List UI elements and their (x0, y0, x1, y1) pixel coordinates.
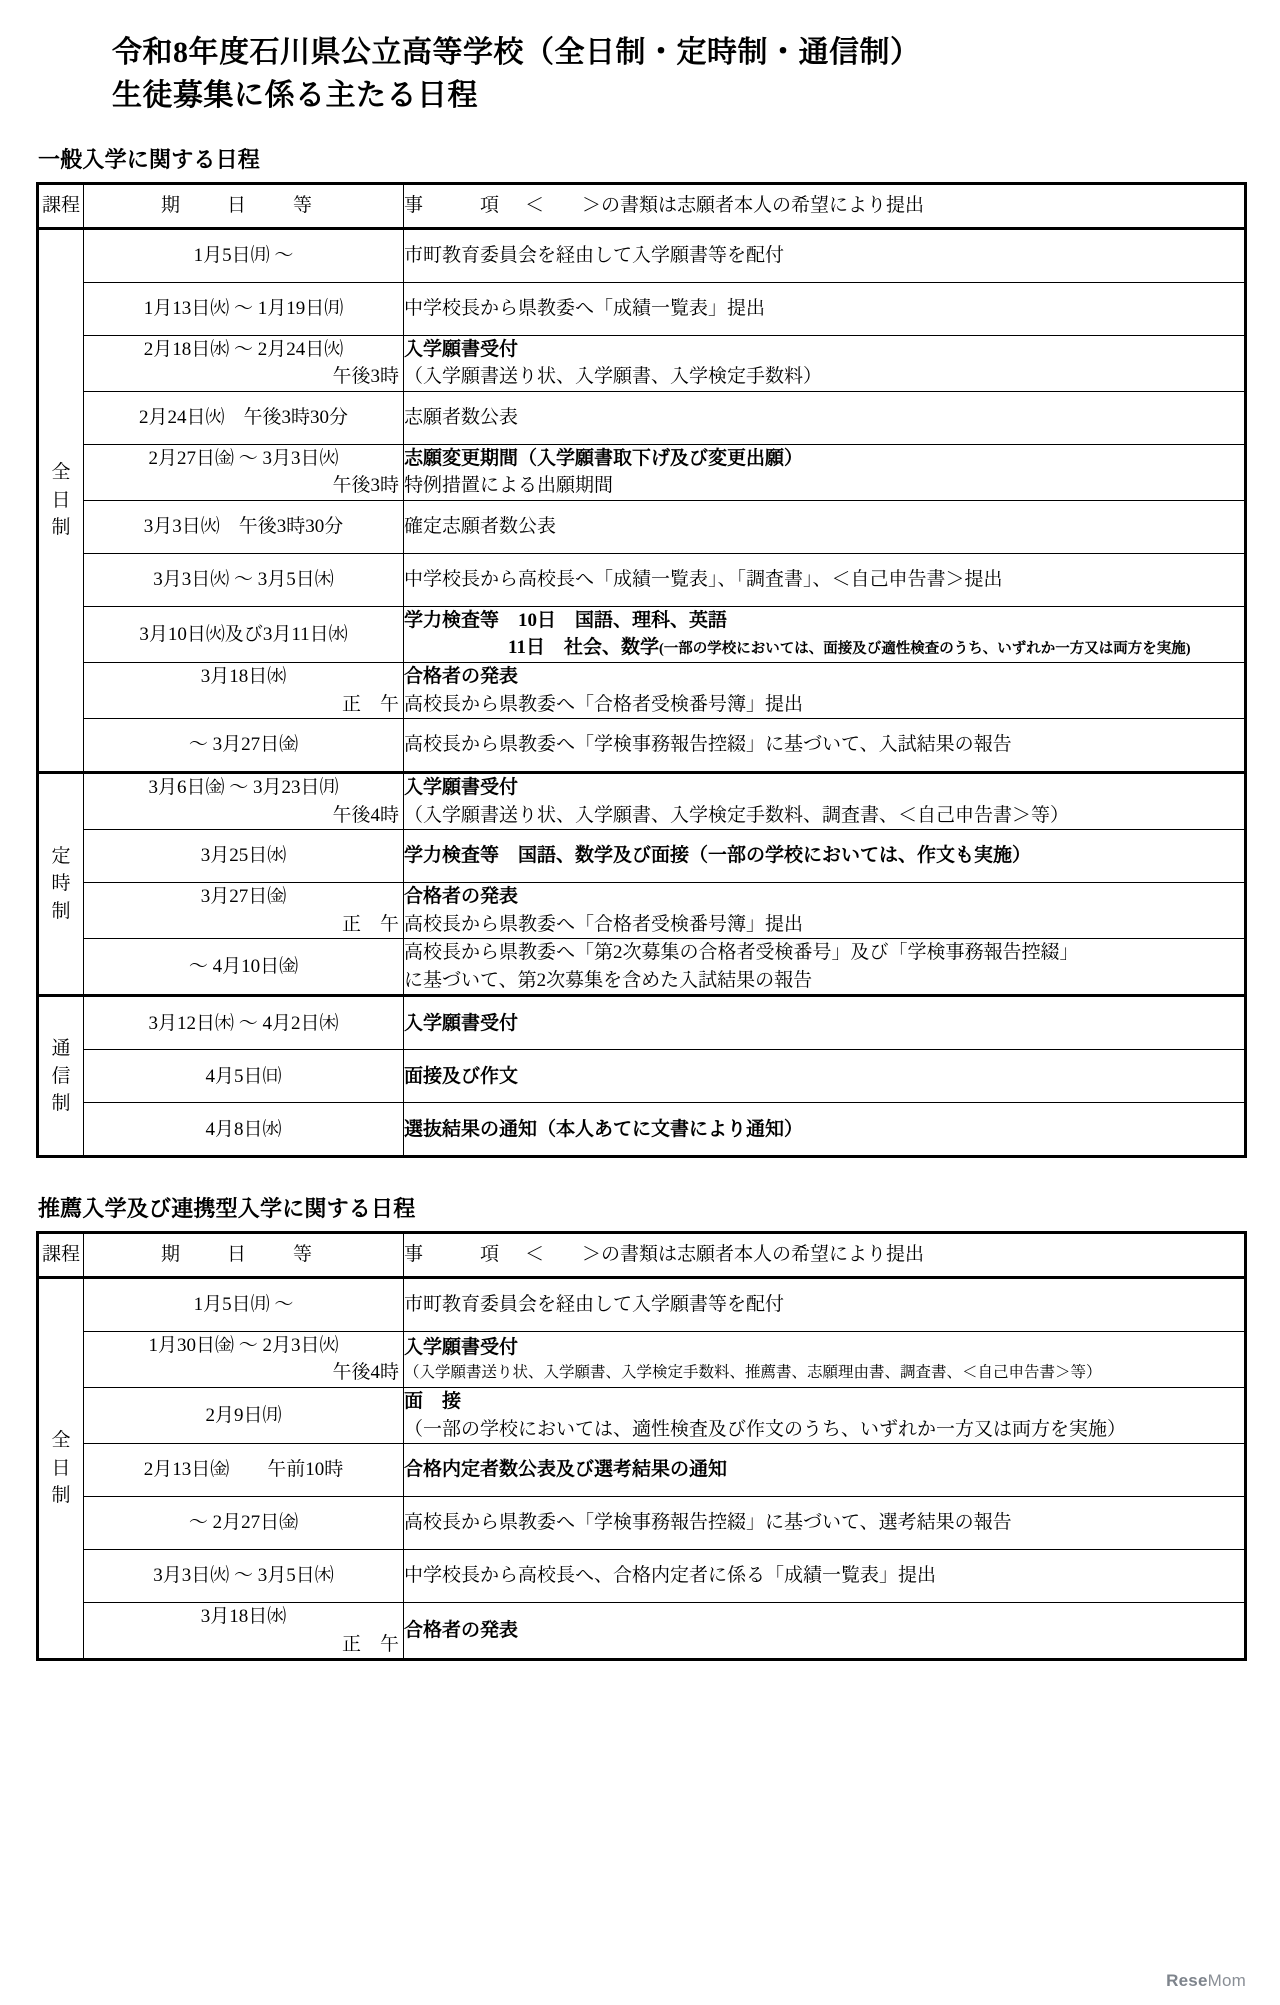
section-heading: 一般入学に関する日程 (38, 147, 261, 173)
date-line: 3月18日㈬ (200, 666, 287, 688)
item-cell (404, 1277, 1246, 1331)
item-cell (404, 606, 1246, 662)
date-cell (84, 282, 404, 335)
watermark (1166, 1971, 1246, 1991)
column-header-item-main: 事 項 (404, 195, 500, 217)
column-header-item-note: ＜ ＞の書類は志願者本人の希望により提出 (525, 195, 925, 217)
date-cell (84, 1444, 404, 1497)
table-row (38, 391, 1246, 444)
column-header-course: 課程 (38, 1233, 84, 1278)
date-line: 3月3日㈫ ～ 3月5日㈭ (153, 569, 334, 591)
item-line: に基づいて、第2次募集を含めた入試結果の報告 (404, 969, 813, 991)
item-line: 確定志願者数公表 (404, 516, 557, 538)
date-cell (84, 228, 404, 282)
watermark-prefix: Rese (1166, 1971, 1208, 1990)
item-line: （入学願書送り状、入学願書、入学検定手数料、推薦書、志願理由書、調査書、＜自己申告書＞等） (404, 1364, 1102, 1382)
item-line: 高校長から県教委へ「学検事務報告控綴」に基づいて、入試結果の報告 (404, 734, 1012, 756)
course-type-char: 信 (51, 1065, 71, 1087)
date-line: ～ 3月27日㈮ (188, 734, 299, 756)
item-cell (404, 830, 1246, 883)
item-line: 高校長から県教委へ「第2次募集の合格者受検番号」及び「学検事務報告控綴」 (404, 942, 1079, 964)
table-row (38, 773, 1246, 830)
date-cell (84, 500, 404, 553)
page-title (36, 32, 1244, 117)
item-line: 中学校長から県教委へ「成績一覧表」提出 (404, 297, 766, 319)
item-line: 高校長から県教委へ「合格者受検番号簿」提出 (404, 693, 804, 715)
date-line: 2月13日㈮ 午前10時 (143, 1459, 344, 1481)
watermark-suffix: Mom (1207, 1971, 1246, 1990)
table-row (38, 939, 1246, 996)
schedule-section (36, 143, 1244, 1158)
table-row (38, 1388, 1246, 1444)
date-cell (84, 1277, 404, 1331)
item-cell (404, 1050, 1246, 1103)
item-cell (404, 1497, 1246, 1550)
course-type-char: 時 (51, 873, 71, 895)
date-cell (84, 773, 404, 830)
column-header-date: 期 日 等 (84, 1233, 404, 1278)
item-line: 合格者の発表 (404, 1619, 519, 1641)
date-cell (84, 830, 404, 883)
item-cell (404, 1550, 1246, 1603)
item-cell (404, 282, 1246, 335)
date-cell (84, 883, 404, 939)
date-cell (84, 719, 404, 773)
date-line: 3月3日㈫ ～ 3月5日㈭ (153, 1565, 334, 1587)
course-type-char: 制 (51, 1485, 71, 1507)
item-cell (404, 553, 1246, 606)
table-header-row (38, 184, 1246, 229)
course-type-char: 全 (51, 1430, 71, 1452)
date-line: 正 午 (341, 1633, 399, 1655)
date-cell (84, 335, 404, 391)
table-row (38, 883, 1246, 939)
date-line: 2月24日㈫ 午後3時30分 (138, 407, 348, 429)
date-line: 2月9日㈪ (205, 1404, 282, 1426)
table-row (38, 444, 1246, 500)
table-row (38, 1603, 1246, 1660)
section-heading: 推薦入学及び連携型入学に関する日程 (38, 1196, 416, 1222)
item-cell (404, 883, 1246, 939)
table-row (38, 663, 1246, 719)
date-cell (84, 1050, 404, 1103)
item-cell (404, 228, 1246, 282)
item-line: 志願変更期間（入学願書取下げ及び変更出願） (404, 447, 804, 469)
date-cell (84, 606, 404, 662)
table-row (38, 553, 1246, 606)
item-cell (404, 773, 1246, 830)
table-row (38, 830, 1246, 883)
item-line: 高校長から県教委へ「合格者受検番号簿」提出 (404, 913, 804, 935)
page-title-line-1: 令和8年度石川県公立高等学校（全日制・定時制・通信制） (112, 36, 921, 69)
item-cell (404, 1444, 1246, 1497)
date-line: ～ 2月27日㈮ (188, 1512, 299, 1534)
date-cell (84, 1550, 404, 1603)
item-line: 高校長から県教委へ「学検事務報告控綴」に基づいて、選考結果の報告 (404, 1512, 1012, 1534)
item-line: 入学願書受付 (404, 777, 519, 799)
item-cell (404, 335, 1246, 391)
table-row (38, 719, 1246, 773)
table-header-row (38, 1233, 1246, 1278)
table-row (38, 1103, 1246, 1157)
item-line: 面 接 (404, 1391, 462, 1413)
item-line: 入学願書受付 (404, 1012, 519, 1034)
item-line (404, 634, 1244, 662)
item-line: （入学願書送り状、入学願書、入学検定手数料、調査書、＜自己申告書＞等） (404, 804, 1070, 826)
date-line: 3月12日㈭ ～ 4月2日㈭ (148, 1012, 339, 1034)
date-line: 3月25日㈬ (200, 845, 287, 867)
date-cell (84, 553, 404, 606)
date-line: 3月18日㈬ (200, 1606, 287, 1628)
course-type-char: 日 (51, 1457, 71, 1479)
column-header-item-note: ＜ ＞の書類は志願者本人の希望により提出 (525, 1244, 925, 1266)
date-cell (84, 1331, 404, 1387)
course-type-char: 通 (51, 1038, 71, 1060)
item-cell (404, 391, 1246, 444)
table-row (38, 228, 1246, 282)
table-row (38, 500, 1246, 553)
course-type-char: 日 (51, 489, 71, 511)
date-line: 3月6日㈮ ～ 3月23日㈪ (148, 777, 339, 799)
course-type-cell (38, 996, 84, 1157)
date-cell (84, 1388, 404, 1444)
date-cell (84, 444, 404, 500)
item-line: 市町教育委員会を経由して入学願書等を配付 (404, 244, 785, 266)
item-line: 志願者数公表 (404, 407, 519, 429)
course-type-cell (38, 228, 84, 772)
schedule-table (36, 182, 1247, 1158)
item-cell (404, 939, 1246, 996)
sections-container (36, 143, 1244, 1661)
table-row (38, 606, 1246, 662)
date-line: 3月3日㈫ 午後3時30分 (143, 516, 344, 538)
course-type-char: 制 (51, 1093, 71, 1115)
item-line: （一部の学校においては、適性検査及び作文のうち、いずれか一方又は両方を実施） (404, 1418, 1127, 1440)
item-line: 合格者の発表 (404, 666, 519, 688)
item-cell (404, 500, 1246, 553)
item-cell (404, 1331, 1246, 1387)
column-header-item (404, 184, 1246, 229)
table-row (38, 1331, 1246, 1387)
item-cell (404, 1388, 1246, 1444)
date-line: 1月5日㈪ ～ (193, 244, 294, 266)
item-cell (404, 996, 1246, 1050)
item-cell (404, 719, 1246, 773)
item-line: 合格内定者数公表及び選考結果の通知 (404, 1459, 728, 1481)
date-cell (84, 996, 404, 1050)
item-line: 入学願書受付 (404, 1337, 519, 1359)
item-cell (404, 663, 1246, 719)
date-line: 2月27日㈮ ～ 3月3日㈫ (148, 447, 339, 469)
column-header-date: 期 日 等 (84, 184, 404, 229)
table-row (38, 1050, 1246, 1103)
table-row (38, 1550, 1246, 1603)
item-line: 市町教育委員会を経由して入学願書等を配付 (404, 1294, 785, 1316)
item-cell (404, 1103, 1246, 1157)
date-line: 正 午 (341, 693, 399, 715)
course-type-cell (38, 773, 84, 996)
column-header-course: 課程 (38, 184, 84, 229)
item-line: （入学願書送り状、入学願書、入学検定手数料） (404, 366, 823, 388)
date-line: 2月18日㈬ ～ 2月24日㈫ (143, 338, 344, 360)
course-type-char: 定 (51, 845, 71, 867)
item-line: 中学校長から高校長へ「成績一覧表」、「調査書」、＜自己申告書＞提出 (404, 569, 1003, 591)
item-line: 学力検査等 10日 国語、理科、英語 (404, 609, 728, 631)
table-row (38, 1497, 1246, 1550)
date-line: 午後3時 (332, 366, 399, 388)
page-title-line-2: 生徒募集に係る主たる日程 (112, 78, 478, 112)
date-line: 4月5日㈰ (205, 1065, 282, 1087)
course-type-char: 制 (51, 517, 71, 539)
column-header-item-main: 事 項 (404, 1244, 500, 1266)
item-line: 合格者の発表 (404, 886, 519, 908)
course-type-char: 全 (51, 462, 71, 484)
date-line: 午後4時 (332, 1362, 399, 1384)
item-line: 面接及び作文 (404, 1065, 519, 1087)
item-cell (404, 444, 1246, 500)
date-cell (84, 939, 404, 996)
date-line: 1月5日㈪ ～ (193, 1294, 294, 1316)
course-type-cell (38, 1277, 84, 1659)
date-line: 1月13日㈫ ～ 1月19日㈪ (143, 297, 344, 319)
date-line: 3月27日㈮ (200, 886, 287, 908)
date-cell (84, 663, 404, 719)
date-line: 3月10日㈫及び3月11日㈬ (139, 623, 348, 645)
table-row (38, 1444, 1246, 1497)
date-cell (84, 1103, 404, 1157)
date-line: 1月30日㈮ ～ 2月3日㈫ (148, 1334, 339, 1356)
table-row (38, 1277, 1246, 1331)
date-line: 正 午 (341, 913, 399, 935)
date-line: ～ 4月10日㈮ (188, 956, 299, 978)
date-line: 午後3時 (332, 475, 399, 497)
schedule-section (36, 1192, 1244, 1661)
item-cell (404, 1603, 1246, 1660)
table-row (38, 335, 1246, 391)
item-line: 選抜結果の通知（本人あてに文書により通知） (404, 1118, 804, 1140)
date-line: 午後4時 (332, 804, 399, 826)
date-cell (84, 1497, 404, 1550)
table-row (38, 282, 1246, 335)
schedule-table (36, 1231, 1247, 1661)
date-cell (84, 391, 404, 444)
item-line: 中学校長から高校長へ、合格内定者に係る「成績一覧表」提出 (404, 1565, 937, 1587)
date-line: 4月8日㈬ (205, 1118, 282, 1140)
item-line: 学力検査等 国語、数学及び面接（一部の学校においては、作文も実施） (404, 845, 1032, 867)
table-row (38, 996, 1246, 1050)
item-line-note: (一部の学校においては、面接及び適性検査のうち、いずれか一方又は両方を実施) (658, 641, 1191, 658)
column-header-item (404, 1233, 1246, 1278)
course-type-char: 制 (51, 901, 71, 923)
item-line: 入学願書受付 (404, 338, 519, 360)
item-line: 特例措置による出願期間 (404, 475, 614, 497)
item-line-main: 11日 社会、数学 (508, 637, 659, 659)
date-cell (84, 1603, 404, 1660)
